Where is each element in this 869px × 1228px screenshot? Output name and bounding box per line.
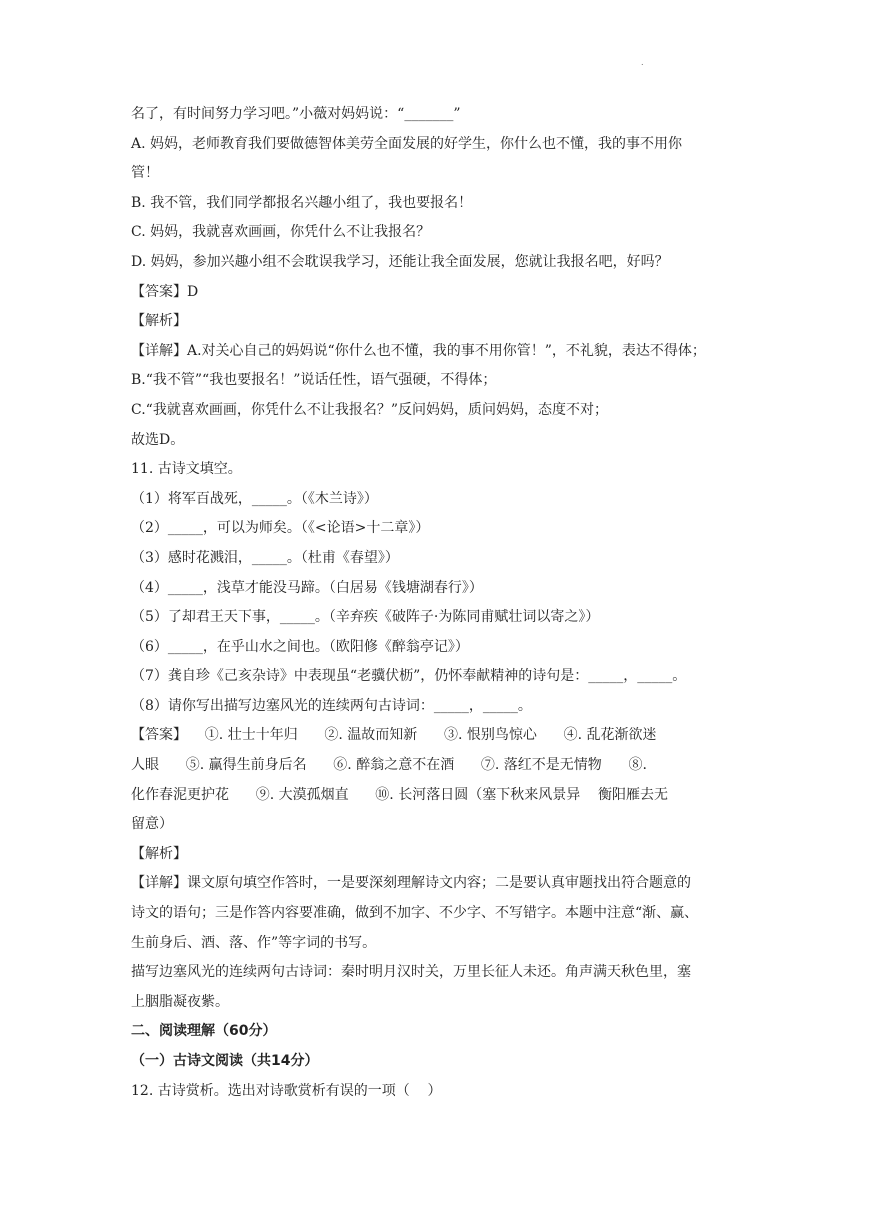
explanation-11-line-3: 生前身后、酒、落、作”等字词的书写。 [131,934,377,951]
answer-10: 【答案】D [131,283,199,300]
explanation-a: 【详解】A.对关心自己的妈妈说“你什么也不懂，我的事不用你管！”，不礼貌，表达不得体； [131,342,706,359]
question-11-title: 11. 古诗文填空。 [131,461,242,478]
option-a: A. 妈妈，老师教育我们要做德智体美劳全面发展的好学生，你什么也不懂，我的事不用你 [131,135,683,152]
blank-8: （8）请你写出描写边塞风光的连续两句古诗词：_____，_____。 [131,697,532,714]
answer-11-line-1: 【答案】 ①. 壮士十年归 ②. 温故而知新 ③. 恨别鸟惊心 ④. 乱花渐欲迷 [131,727,657,744]
blank-4: （4）_____，浅草才能没马蹄。（白居易《钱塘湖春行》） [131,579,483,596]
section-heading-reading: 二、阅读理解（60分） [131,1023,277,1040]
document-body [131,100,741,1106]
header-mark: . [641,58,644,67]
answer-11-line-4: 留意） [131,816,173,833]
option-c: C. 妈妈，我就喜欢画画，你凭什么不让我报名？ [131,224,431,241]
option-a-continued: 管！ [131,165,159,182]
explanation-11-line-2: 诗文的语句；三是作答内容要准确，做到不加字、不少字、不写错字。本题中注意“渐、赢、 [131,905,699,922]
option-d: D. 妈妈，参加兴趣小组不会耽误我学习，还能让我全面发展，您就让我报名吧，好吗？ [131,253,669,270]
frontier-poem-line-1: 描写边塞风光的连续两句古诗词：秦时明月汉时关，万里长征人未还。角声满天秋色里，塞 [131,964,691,981]
explanation-11-line-1: 【详解】课文原句填空作答时，一是要深刻理解诗文内容；二是要认真审题找出符合题意的 [131,875,691,892]
analysis-heading-10: 【解析】 [131,313,187,330]
blank-2: （2）_____，可以为师矣。（《<论语>十二章》） [131,520,430,537]
question-stem-end: 名了，有时间努力学习吧。”小薇对妈妈说：“_______” [131,106,461,122]
analysis-heading-11: 【解析】 [131,845,187,862]
explanation-c: C.“我就喜欢画画，你凭什么不让我报名？”反问妈妈，质问妈妈，态度不对； [131,401,608,418]
blank-3: （3）感时花溅泪，_____。（杜甫《春望》） [131,549,399,566]
explanation-b: B.“我不管”“我也要报名！”说话任性，语气强硬，不得体； [131,372,497,389]
answer-11-line-2: 人眼 ⑤. 赢得生前身后名 ⑥. 醉翁之意不在酒 ⑦. 落红不是无情物 ⑧. [131,757,647,774]
answer-11-line-3: 化作春泥更护花 ⑨. 大漠孤烟直 ⑩. 长河落日圆（塞下秋来风景异 衡阳雁去无 [131,786,669,803]
blank-6: （6）_____，在乎山水之间也。（欧阳修《醉翁亭记》） [131,638,469,655]
blank-5: （5）了却君王天下事，_____。（辛弃疾《破阵子·为陈同甫赋壮词以寄之》） [131,609,600,626]
conclusion-10: 故选D。 [131,431,185,448]
blank-7: （7）龚自珍《己亥杂诗》中表现虽“老骥伏枥”，仍怀奉献精神的诗句是：_____，_____。 [131,668,687,685]
frontier-poem-line-2: 上胭脂凝夜紫。 [131,993,229,1010]
question-12-title: 12. 古诗赏析。选出对诗歌赏析有误的一项（ ） [131,1082,442,1099]
blank-1: （1）将军百战死，_____。（《木兰诗》） [131,490,378,507]
subsection-heading-poetry: （一）古诗文阅读（共14分） [131,1053,319,1069]
option-b: B. 我不管，我们同学都报名兴趣小组了，我也要报名！ [131,194,473,211]
